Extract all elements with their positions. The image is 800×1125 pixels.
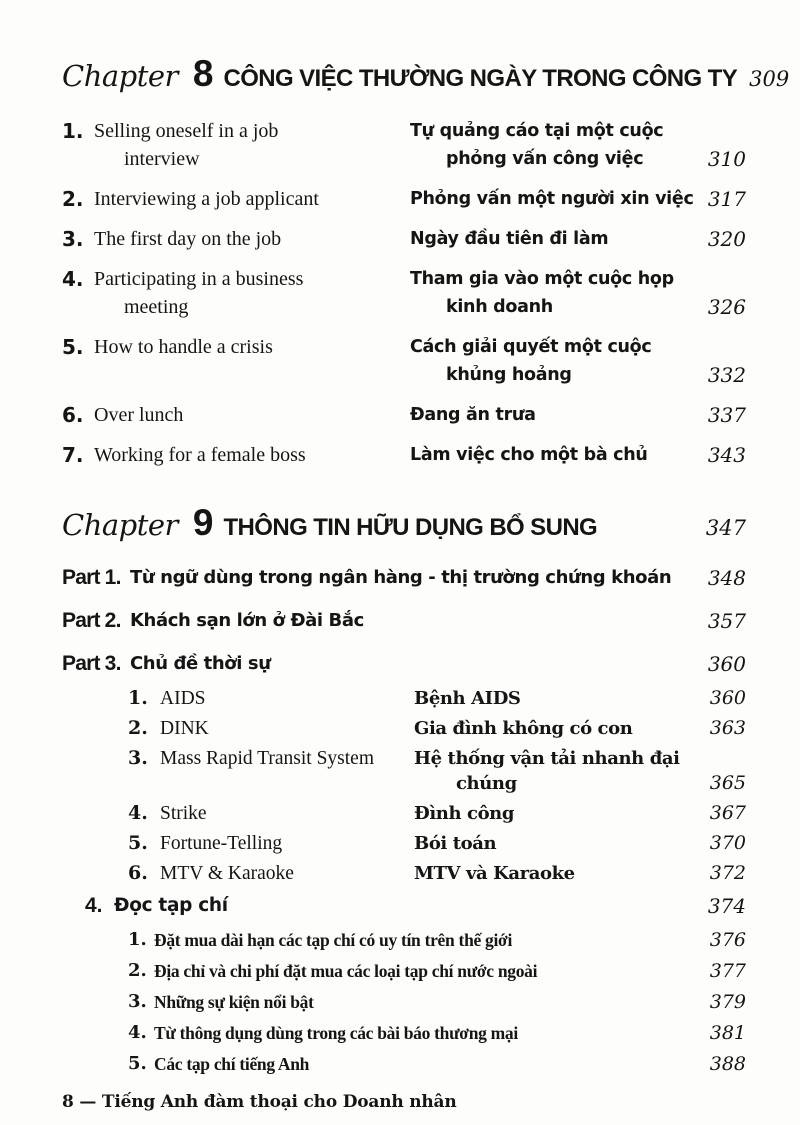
- item-title: Các tạp chí tiếng Anh: [154, 1054, 310, 1074]
- item-title-vi: [394, 225, 694, 253]
- chapter-label: Chapter: [62, 59, 178, 93]
- toc-item: [128, 1052, 746, 1076]
- toc-item: [128, 861, 746, 886]
- item-number: 4.: [128, 802, 148, 824]
- item-title-en: [94, 441, 394, 469]
- toc-item: [62, 225, 746, 253]
- title-line: meeting: [124, 296, 189, 318]
- item-title-en: Strike: [160, 803, 207, 824]
- item-page-number: 388: [709, 1053, 746, 1075]
- item-number: 3.: [128, 991, 147, 1012]
- item-title-vi: [394, 185, 694, 213]
- item-title-vi: [400, 686, 694, 711]
- item-title-en: MTV & Karaoke: [160, 863, 294, 884]
- title-line: Working for a female boss: [94, 444, 306, 466]
- title-line: Gia đình không có con: [414, 718, 633, 739]
- item-page-number: 326: [707, 295, 746, 319]
- toc-item: [128, 686, 746, 711]
- item-title: Đặt mua dài hạn các tạp chí có uy tín trên thế giới: [154, 930, 513, 950]
- toc-item: [62, 185, 746, 213]
- part-row: [62, 650, 746, 678]
- item-number: 2.: [128, 717, 148, 739]
- chapter-9-heading: [62, 503, 746, 548]
- item-title-en: Fortune-Telling: [160, 833, 283, 854]
- item-title-vi: [400, 861, 694, 886]
- title-line: How to handle a crisis: [94, 336, 273, 358]
- toc-item: [128, 959, 746, 983]
- item-number: 3.: [62, 227, 84, 251]
- item-title: Những sự kiện nổi bật: [154, 992, 314, 1012]
- title-line: interview: [124, 148, 200, 170]
- title-line: chúng: [456, 773, 517, 794]
- part-row: [62, 607, 746, 635]
- item-title-en: [94, 185, 394, 213]
- item-title-vi: [394, 333, 694, 389]
- section-title: Đọc tạp chí: [114, 895, 228, 916]
- item-page-number: 363: [709, 717, 746, 739]
- toc-item: [62, 401, 746, 429]
- toc-item: [62, 441, 746, 469]
- part-title: Từ ngữ dùng trong ngân hàng - thị trường chứng khoán: [130, 567, 672, 588]
- title-line: Selling oneself in a job: [94, 120, 279, 142]
- item-title: Từ thông dụng dùng trong các bài báo thương mại: [154, 1023, 518, 1043]
- chapter-8-heading: [62, 53, 790, 99]
- toc-item: [128, 716, 746, 741]
- chapter-label: Chapter: [62, 508, 178, 542]
- toc-item: [62, 117, 746, 173]
- item-number: 6.: [128, 862, 148, 884]
- item-title-vi: [394, 265, 694, 321]
- title-line: Ngày đầu tiên đi làm: [410, 229, 609, 249]
- title-line: Đang ăn trưa: [410, 405, 536, 425]
- title-line: Participating in a business: [94, 268, 304, 290]
- item-number: 2.: [62, 187, 84, 211]
- page-footer: 8 — Tiếng Anh đàm thoại cho Doanh nhân: [62, 1092, 457, 1112]
- title-line: kinh doanh: [446, 297, 553, 317]
- item-number: 4.: [128, 1022, 147, 1043]
- title-line: Hệ thống vận tải nhanh đại: [414, 748, 680, 769]
- chapter-title: THÔNG TIN HỮU DỤNG BỔ SUNG: [223, 514, 598, 541]
- title-line: MTV và Karaoke: [414, 863, 575, 884]
- item-title-vi: [394, 401, 694, 429]
- item-page-number: 367: [709, 802, 746, 824]
- item-number: 6.: [62, 403, 84, 427]
- item-title-en: [94, 117, 394, 173]
- item-number: 5.: [128, 832, 148, 854]
- chapter-number: 8: [192, 53, 213, 94]
- chapter-page-number: 347: [705, 516, 746, 540]
- item-number: 5.: [62, 335, 84, 359]
- part-label: Part 2.: [62, 609, 121, 632]
- section-row: [85, 892, 746, 920]
- item-title-vi: [394, 441, 694, 469]
- item-title-vi: [400, 831, 694, 856]
- item-page-number: 381: [709, 1022, 746, 1044]
- part-row: [62, 564, 746, 592]
- toc-item: [62, 333, 746, 389]
- title-line: phỏng vấn công việc: [446, 149, 644, 169]
- item-title-en: DINK: [160, 718, 209, 739]
- item-title-en: [94, 265, 394, 321]
- part-page-number: 360: [707, 652, 746, 676]
- item-page-number: 317: [707, 187, 746, 211]
- title-line: Bệnh AIDS: [414, 688, 521, 709]
- item-page-number: 379: [709, 991, 746, 1013]
- item-number: 4.: [62, 267, 84, 291]
- chapter-title: CÔNG VIỆC THƯỜNG NGÀY TRONG CÔNG TY: [223, 65, 738, 92]
- item-title-vi: [394, 117, 694, 173]
- title-line: Làm việc cho một bà chủ: [410, 445, 648, 465]
- item-number: 1.: [62, 119, 84, 143]
- item-page-number: 343: [707, 443, 746, 467]
- toc-item: [128, 831, 746, 856]
- item-number: 7.: [62, 443, 84, 467]
- toc-item: [128, 801, 746, 826]
- section-number: 4.: [85, 894, 103, 917]
- item-number: 3.: [128, 747, 148, 769]
- title-line: Tham gia vào một cuộc họp: [410, 269, 674, 289]
- item-title-en: AIDS: [160, 688, 206, 709]
- title-line: Cách giải quyết một cuộc: [410, 337, 652, 357]
- item-page-number: 365: [709, 772, 746, 794]
- item-page-number: 360: [709, 687, 746, 709]
- title-line: Bói toán: [414, 833, 497, 854]
- part-page-number: 357: [707, 609, 746, 633]
- item-page-number: 376: [709, 929, 746, 951]
- toc-item: [128, 746, 746, 796]
- item-page-number: 332: [707, 363, 746, 387]
- part-label: Part 3.: [62, 652, 121, 675]
- item-number: 5.: [128, 1053, 147, 1074]
- part-title: Khách sạn lớn ở Đài Bắc: [130, 610, 364, 631]
- item-title: Địa chỉ và chi phí đặt mua các loại tạp chí nước ngoài: [154, 961, 538, 981]
- item-title-vi: [400, 801, 694, 826]
- title-line: Đình công: [414, 803, 515, 824]
- part-page-number: 348: [707, 566, 746, 590]
- item-number: 2.: [128, 960, 147, 981]
- title-line: Over lunch: [94, 404, 184, 426]
- item-title-en: [94, 225, 394, 253]
- title-line: khủng hoảng: [446, 365, 572, 385]
- chapter-page-number: 309: [749, 67, 790, 91]
- item-number: 1.: [128, 929, 147, 950]
- item-title-en: [94, 401, 394, 429]
- item-page-number: 320: [707, 227, 746, 251]
- item-page-number: 372: [709, 862, 746, 884]
- item-page-number: 310: [707, 147, 746, 171]
- title-line: Tự quảng cáo tại một cuộc: [410, 121, 664, 141]
- toc-item: [128, 928, 746, 952]
- item-title-vi: [400, 746, 694, 796]
- item-page-number: 370: [709, 832, 746, 854]
- toc-item: [128, 990, 746, 1014]
- toc-item: [62, 265, 746, 321]
- title-line: Interviewing a job applicant: [94, 188, 319, 210]
- item-number: 1.: [128, 687, 148, 709]
- title-line: Phỏng vấn một người xin việc: [410, 189, 694, 209]
- title-line: The first day on the job: [94, 228, 282, 250]
- item-title-en: [94, 333, 394, 361]
- chapter-number: 9: [192, 502, 213, 543]
- section-page-number: 374: [707, 894, 746, 918]
- item-title-en: Mass Rapid Transit System: [160, 748, 374, 769]
- item-title-vi: [400, 716, 694, 741]
- part-label: Part 1.: [62, 566, 121, 589]
- toc-item: [128, 1021, 746, 1045]
- item-page-number: 337: [707, 403, 746, 427]
- item-page-number: 377: [709, 960, 746, 982]
- part-title: Chủ đề thời sự: [130, 653, 271, 674]
